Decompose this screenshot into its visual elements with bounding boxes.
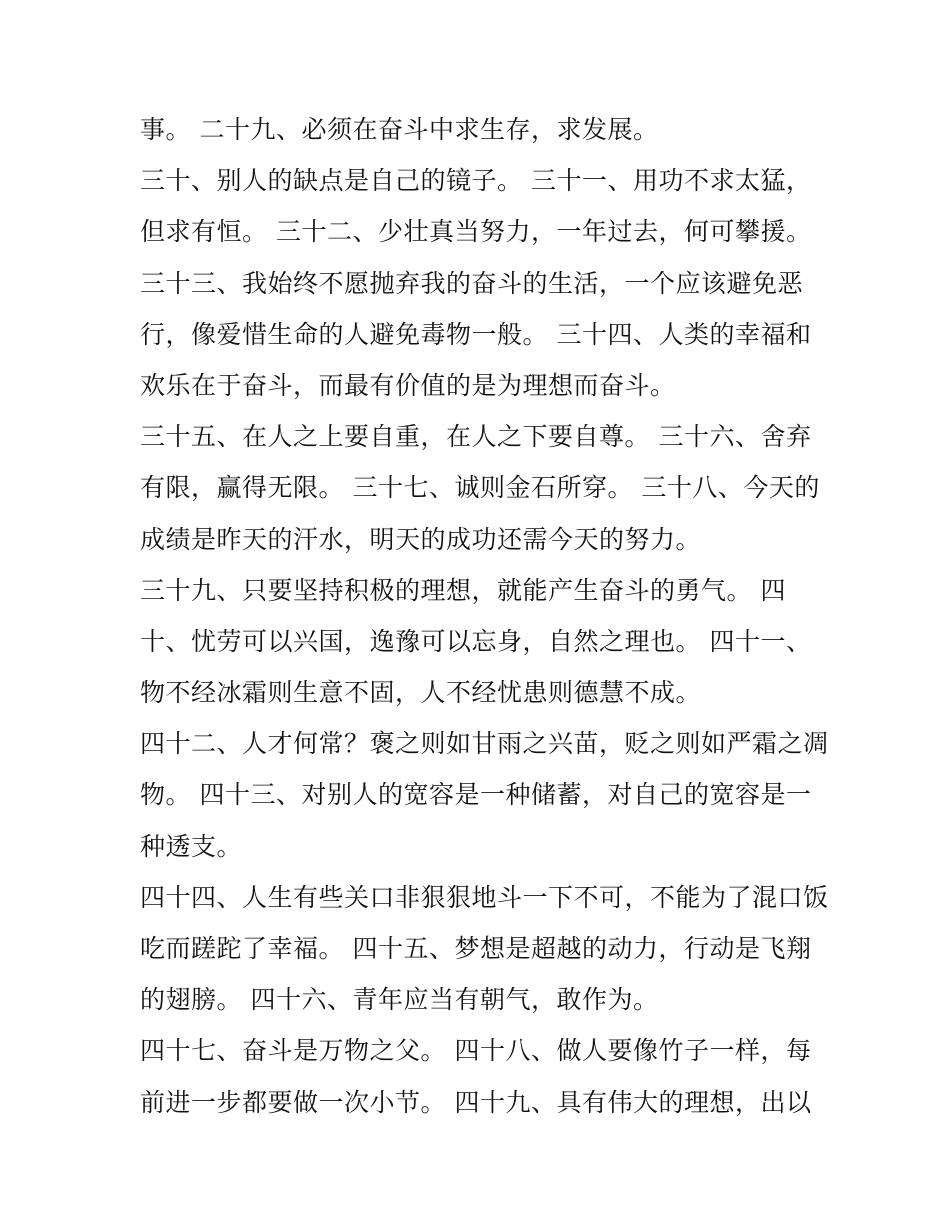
text-line: 事。 二十九、必须在奋斗中求生存，求发展。 <box>140 115 659 144</box>
text-line: 成绩是昨天的汗水，明天的成功还需今天的努力。 <box>140 524 702 554</box>
text-line: 三十三、我始终不愿抛弃我的奋斗的生活，一个应该避免恶 <box>140 268 804 298</box>
text-line: 欢乐在于奋斗，而最有价值的是为理想而奋斗。 <box>140 370 676 400</box>
text-line: 物。 四十三、对别人的宽容是一种储蓄，对自己的宽容是一 <box>140 780 812 810</box>
text-line: 四十七、奋斗是万物之父。 四十八、做人要像竹子一样，每 <box>140 1036 812 1066</box>
text-line: 三十、别人的缺点是自己的镜子。 三十一、用功不求太猛， <box>140 166 812 196</box>
document-text-body <box>140 104 830 1128</box>
text-line: 有限，赢得无限。 三十七、诚则金石所穿。 三十八、今天的 <box>140 473 820 503</box>
text-line: 三十九、只要坚持积极的理想，就能产生奋斗的勇气。 四 <box>140 575 786 605</box>
text-line: 但求有恒。 三十二、少壮真当努力，一年过去，何可攀援。 <box>140 217 812 247</box>
text-line: 十、忧劳可以兴国，逸豫可以忘身，自然之理也。 四十一、 <box>140 626 812 656</box>
text-line: 物不经冰霜则生意不固，人不经忧患则德慧不成。 <box>140 678 702 708</box>
text-line: 四十四、人生有些关口非狠狠地斗一下不可，不能为了混口饭 <box>140 882 829 912</box>
text-line: 行，像爱惜生命的人避免毒物一般。 三十四、人类的幸福和 <box>140 319 812 349</box>
text-line: 前进一步都要做一次小节。 四十九、具有伟大的理想，出以 <box>140 1087 812 1117</box>
text-line: 的翅膀。 四十六、青年应当有朝气，敢作为。 <box>140 985 659 1015</box>
text-line: 吃而蹉跎了幸福。 四十五、梦想是超越的动力，行动是飞翔 <box>140 934 812 963</box>
text-line: 三十五、在人之上要自重，在人之下要自尊。 三十六、舍弃 <box>140 422 812 452</box>
text-line: 种透支。 <box>140 831 243 861</box>
text-line: 四十二、人才何常？褒之则如甘雨之兴苗，贬之则如严霜之凋 <box>140 729 829 759</box>
